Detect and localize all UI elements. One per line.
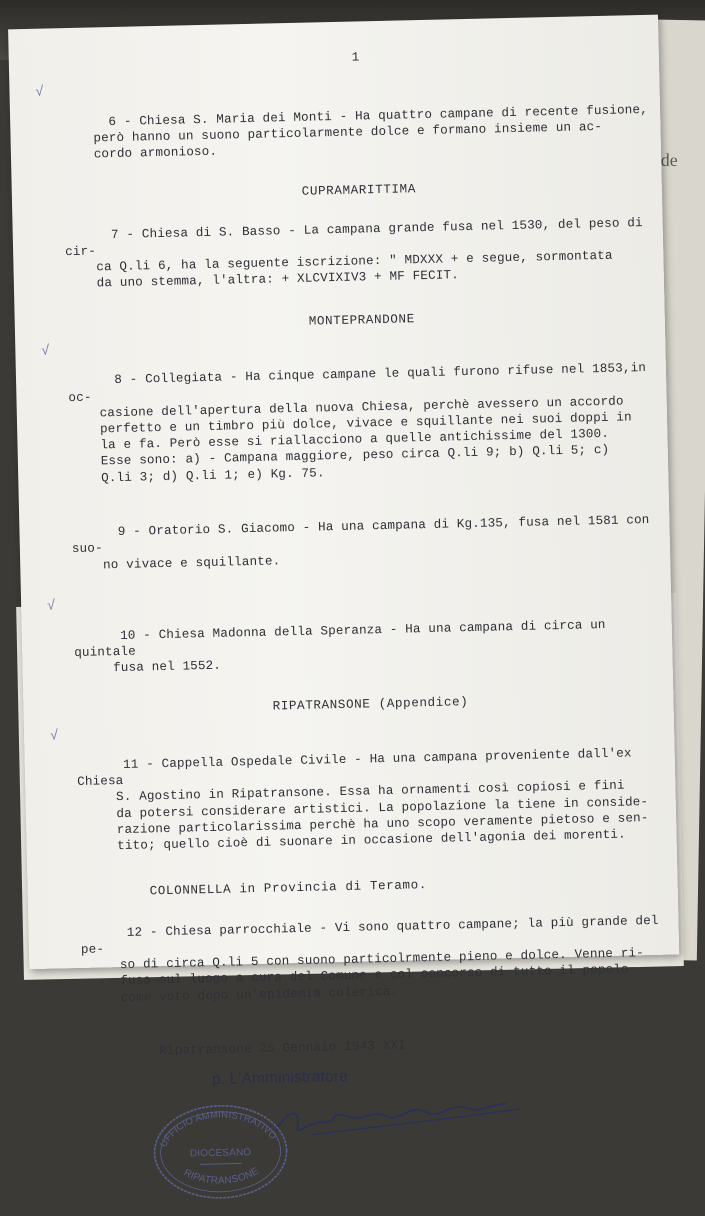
entry-8 [41,328,661,503]
entry-9 [71,496,663,590]
check-mark-icon: √ [49,725,59,743]
entry-text: 12 - Chiesa parrocchiale - Vi sono quattro campane; la più grande del pe- so di circa Q.li 5 con suono particolrmente pieno e dolce. Venne ri- fusa sul luogo a cura del Comune e col concorso di tutto il popolo come voto dopo un'epidemia colerica. [80,913,667,1006]
entry-text: 10 - Chiesa Madonna della Speranza - Ha una campana di circa un quintale fusa nel 1552. [74,617,614,676]
entry-10 [46,583,665,694]
entry-12 [80,896,672,1023]
date-line: Ripatransone 25 Gennaio 1943 XXI [159,1038,407,1059]
handwritten-signature [270,1088,532,1146]
check-mark-icon: √ [35,82,44,99]
entry-6 [35,69,653,180]
page-number: 1 [351,50,361,65]
section-heading-ripatransone: RIPATRANSONE (Appendice) [272,695,469,714]
entry-7 [64,198,656,309]
signature-title: p. L'Amministratore [211,1068,349,1089]
stamp-middle-text: DIOCESANO [189,1147,252,1160]
section-heading-colonnella: COLONNELLA in Provincia di Teramo. [149,878,428,899]
stamp-seal-icon [144,1090,296,1203]
document-body [35,43,677,1215]
entry-text: 9 - Oratorio S. Giacomo - Ha una campana di Kg.135, fusa nel 1581 con suo- no vivace e squillante. [71,513,658,573]
section-heading-monteprandone: MONTEPRANDONE [308,312,415,329]
signature-block [84,1062,677,1215]
entry-text: 8 - Collegiata - Ha cinque campane le quali furono rifuse nel 1853,in oc- casione dell'apertura della nuova Chiesa, perchè avessero un accordo perfetto e un timbro più dolce, vivace e squillante nei suoi doppi in la e fa. Però esse si riallacciono a quelle antichissime del 1300. Esse sono: a) - Campana maggiore, peso circa Q.li 9; b) Q.li 5; c) Q.li 3; d) Q.li 1; e) Kg. 75. [68,361,654,486]
entry-11 [49,712,669,871]
diocesan-stamp [144,1090,296,1203]
entry-text: 11 - Cappella Ospedale Civile - Ha una campana proveniente dall'ex Chiesa S. Agostino in Ripatransone. Essa ha ornamenti così copiosi e fini da potersi considerare artistici. La popolazione la tiene in conside- razione particolarissima perchè ha uno scopo veramente pietoso e sen- tito; quello cioè di suonare in occasione dell'agonia dei morenti. [77,746,649,854]
section-heading-cupramarittima: CUPRAMARITTIMA [301,182,417,200]
stamp-bottom-text: RIPATRANSONE [181,1165,261,1187]
stamp-top-text: UFFICIO AMMINISTRATIVO [158,1109,279,1150]
background-sheet-text: de [660,149,678,170]
signature-scribble-icon [270,1088,532,1143]
entry-text: 7 - Chiesa di S. Basso - La campana grande fusa nel 1530, del peso di cir- ca Q.li 6, ha la seguente iscrizione: " MDXXX + e segue, sormontata da uno stemma, l'altra: + XLCVIXIV3 + MF FECIT. [64,215,651,292]
document-page [8,15,679,1187]
check-mark-icon: √ [46,596,56,613]
check-mark-icon: √ [41,341,50,358]
entry-text: 6 - Chiesa S. Maria dei Monti - Ha quattro campane di recente fusione, però hanno un suono particolarmente dolce e formano insieme un ac- cordo armonioso. [62,102,649,163]
